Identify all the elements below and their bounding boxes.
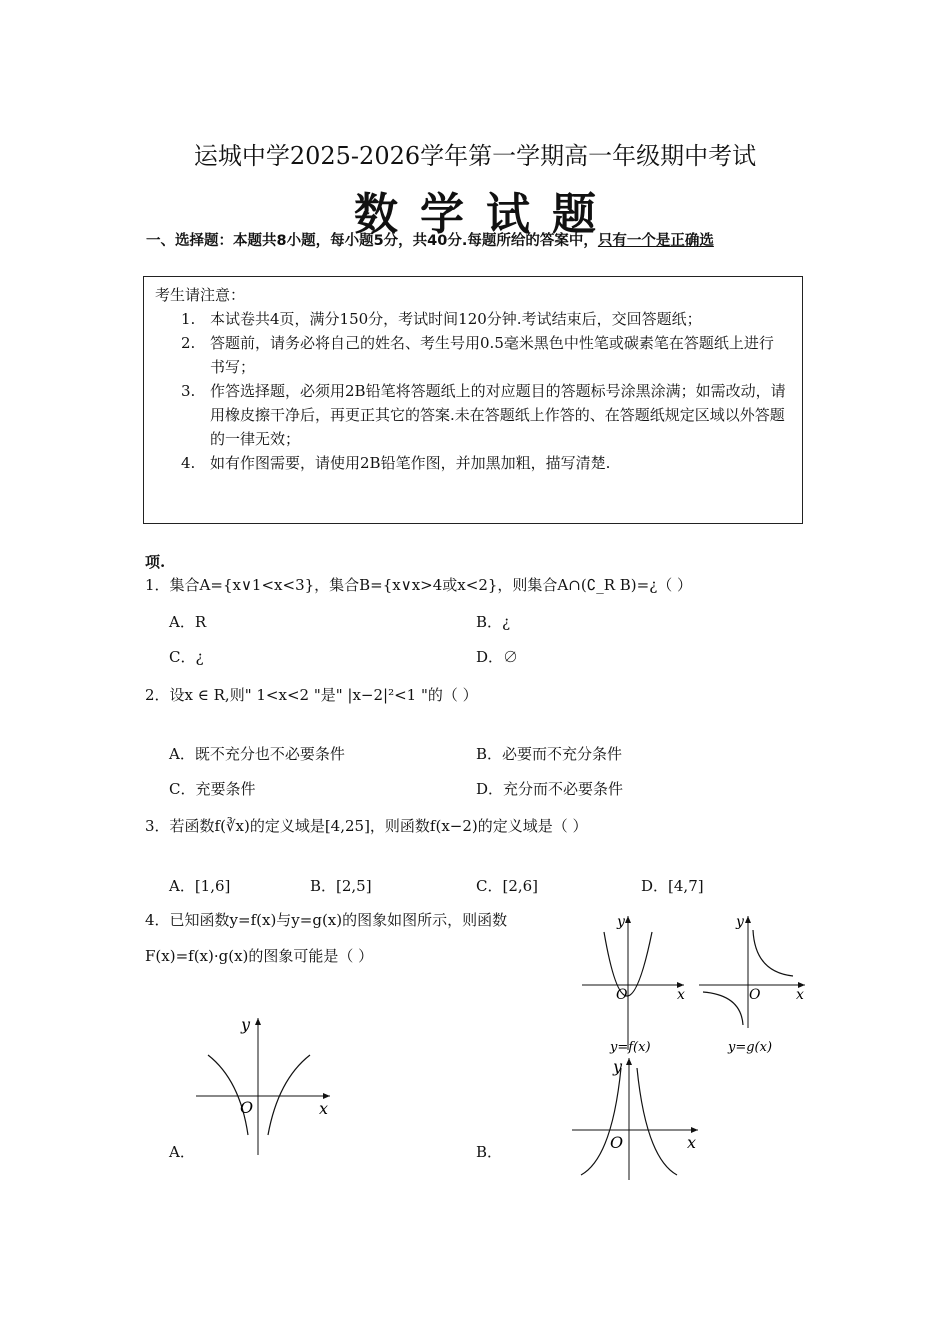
section-intro: 一、选择题：本题共8小题，每小题5分，共40分.每题所给的答案中，只有一个是正确选 xyxy=(146,233,714,249)
q2-option-c: C．充要条件 xyxy=(169,780,256,798)
notice-list xyxy=(156,307,786,475)
q1-option-b: B．¿ xyxy=(476,613,511,631)
option-b-x-label: x xyxy=(687,1133,697,1152)
q1-option-d: D．∅ xyxy=(476,648,519,666)
graph-g-x-label: x xyxy=(796,987,804,1003)
notice-box xyxy=(143,276,803,524)
graph-g-y-label: y xyxy=(736,914,744,930)
option-b-graph xyxy=(568,1050,703,1185)
graph-f-y-label: y xyxy=(617,914,625,930)
option-a-x-label: x xyxy=(319,1099,329,1118)
section-intro-tail: 项. xyxy=(145,553,166,571)
notice-item: 3. 作答选择题，必须用2B铅笔将答题纸上的对应题目的答题标号涂黑涂满；如需改动，请用橡皮擦干净后，再更正其它的答案.未在答题纸上作答的、在答题纸规定区域以外答题的一律无效； xyxy=(181,382,786,448)
question-4-line1: 4．已知函数y=f(x)与y=g(x)的图象如图所示，则函数 xyxy=(145,911,508,929)
graph-f-x-label: x xyxy=(677,987,685,1003)
q1-option-a: A．R xyxy=(169,613,207,631)
option-a-origin: O xyxy=(240,1098,254,1117)
notice-item: 1. 本试卷共4页，满分150分，考试时间120分钟.考试结束后，交回答题纸； xyxy=(181,310,702,328)
notice-item: 4. 如有作图需要，请使用2B铅笔作图，并加黑加粗，描写清楚. xyxy=(181,454,611,472)
q1-option-c: C．¿ xyxy=(169,648,204,666)
q3-option-a: A．[1,6] xyxy=(169,877,231,895)
notice-heading: 考生请注意： xyxy=(155,286,246,304)
graph-g-origin: O xyxy=(749,987,761,1003)
section-intro-underlined: 只有一个是正确选 xyxy=(597,233,714,249)
option-a-y-label: y xyxy=(241,1015,251,1034)
option-b-origin: O xyxy=(610,1133,624,1152)
q3-option-c: C．[2,6] xyxy=(476,877,539,895)
q4-option-a: A． xyxy=(169,1143,195,1161)
q2-option-d: D．充分而不必要条件 xyxy=(476,780,624,798)
question-3-stem: 3．若函数f(∛x)的定义域是[4,25]，则函数f(x−2)的定义域是（ ） xyxy=(145,817,588,835)
q3-option-b: B．[2,5] xyxy=(310,877,372,895)
option-b-y-label: y xyxy=(613,1057,623,1076)
graph-g-caption: y=g(x) xyxy=(728,1040,773,1055)
question-2-stem: 2．设x ∈ R,则" 1<x<2 "是" |x−2|²<1 "的（ ） xyxy=(145,686,478,704)
graph-f xyxy=(580,910,690,1060)
question-1-stem: 1．集合A={x∨1<x<3}，集合B={x∨x>4或x<2}，则集合A∩(∁_R B)=¿（ ） xyxy=(145,576,693,594)
q3-option-d: D．[4,7] xyxy=(641,877,704,895)
option-a-graph xyxy=(190,1010,340,1160)
exam-header-title: 运城中学2025-2026学年第一学期高一年级期中考试 xyxy=(193,142,757,170)
graph-f-caption: y=f(x) xyxy=(610,1040,651,1055)
notice-item: 2. 答题前，请务必将自己的姓名、考生号用0.5毫米黑色中性笔或碳素笔在答题纸上进行书写； xyxy=(181,334,774,376)
q4-option-b: B． xyxy=(476,1143,503,1161)
question-4-line2: F(x)=f(x)·g(x)的图象可能是（ ） xyxy=(145,947,374,965)
q2-option-a: A．既不充分也不必要条件 xyxy=(169,745,345,763)
graph-f-origin: O xyxy=(616,987,628,1003)
graph-g xyxy=(697,910,809,1060)
q2-option-b: B．必要而不充分条件 xyxy=(476,745,623,763)
subject-title: 数学试题 xyxy=(354,189,618,240)
